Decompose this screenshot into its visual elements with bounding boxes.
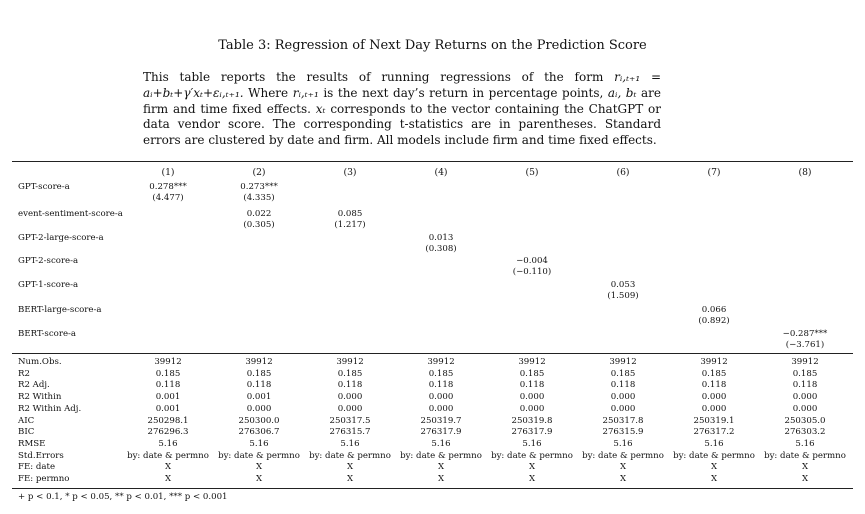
table-cell: 250319.7 <box>420 415 462 426</box>
table-cell: (2) <box>252 167 266 178</box>
desc-text: This table reports the results of running regressions of the form <box>143 70 615 84</box>
table-cell: X <box>710 462 718 473</box>
row-label: AIC <box>18 415 35 426</box>
table-cell: (5) <box>525 167 539 178</box>
row-label: BERT-score-a <box>18 329 77 339</box>
table-cell: 0.000 <box>428 392 454 403</box>
row-label: Std.Errors <box>18 450 64 461</box>
table-cell: 0.000 <box>792 403 818 414</box>
table-cell: 0.066 <box>701 305 727 315</box>
table-cell: 0.000 <box>519 403 545 414</box>
table-cell: (4) <box>434 167 448 178</box>
row-label: GPT-2-score-a <box>18 256 79 266</box>
table-cell: 0.118 <box>246 380 272 391</box>
desc-text: are firm and time fixed effects. <box>143 85 661 116</box>
table-cell: X <box>801 462 809 473</box>
table-cell: 0.001 <box>155 403 181 414</box>
table-cell: X <box>619 474 627 484</box>
table-cell: 5.16 <box>340 438 360 449</box>
tstat-row <box>0 316 865 327</box>
tstat-row <box>0 220 865 231</box>
table-cell: 0.118 <box>155 380 181 391</box>
table-cell: 0.013 <box>428 233 454 243</box>
table-cell: 250305.0 <box>784 415 826 426</box>
stat-row <box>0 404 865 415</box>
table-cell: 0.000 <box>701 392 727 403</box>
table-cell: 0.000 <box>246 403 272 414</box>
table-cell: 250298.1 <box>147 415 189 426</box>
table-cell: 39912 <box>154 357 182 367</box>
table-cell: 276303.2 <box>784 427 826 438</box>
row-label: BERT-large-score-a <box>18 305 102 315</box>
row-label: R2 <box>18 368 30 379</box>
table-top-rule <box>12 161 853 162</box>
table-cell: 0.000 <box>610 392 636 403</box>
row-label: GPT-score-a <box>18 182 70 192</box>
table-cell: by: date & permno <box>673 450 755 461</box>
table-cell: X <box>619 462 627 473</box>
table-cell: 0.185 <box>155 368 181 379</box>
table-cell: (8) <box>798 167 812 178</box>
stat-row <box>0 392 865 403</box>
table-cell: 0.000 <box>337 403 363 414</box>
table-cell: (−3.761) <box>785 340 825 350</box>
table-cell: 0.185 <box>792 368 818 379</box>
coef-row <box>0 233 865 244</box>
row-label: Num.Obs. <box>18 357 62 367</box>
tstat-row <box>0 340 865 351</box>
table-cell: 0.185 <box>246 368 272 379</box>
table-cell: 39912 <box>427 357 455 367</box>
stat-row <box>0 369 865 380</box>
coef-row <box>0 182 865 193</box>
column-header-row <box>0 167 865 178</box>
stat-row <box>0 357 865 368</box>
table-cell: by: date & permno <box>491 450 573 461</box>
math-fixed-effects: aᵢ, bₜ <box>607 85 637 100</box>
math-score-vector: xₜ <box>315 101 326 116</box>
table-cell: 250317.8 <box>602 415 644 426</box>
table-cell: by: date & permno <box>309 450 391 461</box>
table-cell: 0.118 <box>610 380 636 391</box>
table-cell: 0.118 <box>701 380 727 391</box>
table-cell: 5.16 <box>704 438 724 449</box>
table-cell: (0.308) <box>425 244 457 254</box>
table-cell: 5.16 <box>158 438 178 449</box>
table-cell: (7) <box>707 167 721 178</box>
row-label: BIC <box>18 427 35 438</box>
table-cell: 250319.1 <box>693 415 735 426</box>
table-cell: X <box>528 474 536 484</box>
table-cell: −0.287*** <box>782 329 828 339</box>
desc-text: Where <box>248 85 293 100</box>
table-cell: 0.000 <box>428 403 454 414</box>
table-cell: 39912 <box>791 357 819 367</box>
row-label: R2 Adj. <box>18 380 50 391</box>
coef-row <box>0 280 865 291</box>
tstat-row <box>0 244 865 255</box>
table-cell: X <box>710 474 718 484</box>
table-cell: X <box>255 462 263 473</box>
table-cell: 0.000 <box>519 392 545 403</box>
table-cell: X <box>346 474 354 484</box>
tstat-row <box>0 267 865 278</box>
row-label: GPT-2-large-score-a <box>18 233 104 243</box>
table-cell: 276296.3 <box>147 427 189 438</box>
table-cell: 250300.0 <box>238 415 280 426</box>
table-cell: X <box>164 462 172 473</box>
table-cell: 0.118 <box>792 380 818 391</box>
table-cell: 5.16 <box>522 438 542 449</box>
table-cell: 0.118 <box>428 380 454 391</box>
table-cell: by: date & permno <box>582 450 664 461</box>
table-cell: 5.16 <box>795 438 815 449</box>
stat-row <box>0 462 865 473</box>
table-cell: 250317.5 <box>329 415 371 426</box>
table-cell: 0.185 <box>701 368 727 379</box>
stat-row <box>0 474 865 485</box>
row-label: event-sentiment-score-a <box>18 209 123 219</box>
table-cell: (4.477) <box>152 193 184 203</box>
math-return: rᵢ,ₜ₊₁ <box>292 85 319 100</box>
table-cell: X <box>164 474 172 484</box>
table-cell: 0.118 <box>519 380 545 391</box>
stat-row <box>0 427 865 438</box>
table-cell: (1.509) <box>607 291 639 301</box>
row-label: RMSE <box>18 438 46 449</box>
table-cell: (4.335) <box>243 193 275 203</box>
table-cell: 0.085 <box>337 209 363 219</box>
table-cell: 39912 <box>609 357 637 367</box>
table-cell: 0.185 <box>610 368 636 379</box>
table-cell: 39912 <box>700 357 728 367</box>
row-label: FE: permno <box>18 474 70 484</box>
stat-row <box>0 439 865 450</box>
table-cell: X <box>528 462 536 473</box>
table-cell: 0.053 <box>610 280 636 290</box>
desc-text: is the next day’s return in percentage points, <box>318 85 608 100</box>
table-cell: 276317.2 <box>693 427 735 438</box>
coef-row <box>0 329 865 340</box>
table-cell: 276317.9 <box>511 427 553 438</box>
table-cell: (0.305) <box>243 220 275 230</box>
table-cell: 0.185 <box>337 368 363 379</box>
table-cell: (0.892) <box>698 316 730 326</box>
table-cell: 39912 <box>518 357 546 367</box>
table-cell: 0.273*** <box>240 182 278 192</box>
table-cell: 250319.8 <box>511 415 553 426</box>
table-cell: 0.000 <box>610 403 636 414</box>
table-bottom-rule <box>12 488 853 489</box>
regression-formula: rᵢ,ₜ₊₁ = aᵢ+bₜ+γ′xₜ+εᵢ,ₜ₊₁. <box>143 70 662 100</box>
table-cell: X <box>255 474 263 484</box>
stat-row <box>0 416 865 427</box>
table-cell: (1.217) <box>334 220 366 230</box>
coef-row <box>0 305 865 316</box>
table-cell: by: date & permno <box>127 450 209 461</box>
table-cell: (−0.110) <box>512 267 552 277</box>
table-cell: 0.278*** <box>149 182 187 192</box>
table-cell: 0.118 <box>337 380 363 391</box>
coef-row <box>0 209 865 220</box>
coef-row <box>0 256 865 267</box>
table-cell: 5.16 <box>249 438 269 449</box>
significance-footnote: + p < 0.1, * p < 0.05, ** p < 0.01, *** p < 0.001 <box>18 492 228 502</box>
tstat-row <box>0 193 865 204</box>
table-cell: 276317.9 <box>420 427 462 438</box>
table-cell: 0.001 <box>246 392 272 403</box>
table-cell: 0.000 <box>337 392 363 403</box>
table-cell: 276315.7 <box>329 427 371 438</box>
table-cell: X <box>801 474 809 484</box>
row-label: GPT-1-score-a <box>18 280 79 290</box>
desc-text: corresponds to the vector containing the ChatGPT or data vendor score. The corresponding t-statistics are in parentheses. Standard errors are clustered by date and firm. All models include firm and time fixed effects. <box>143 101 661 148</box>
row-label: R2 Within Adj. <box>18 403 82 414</box>
table-cell: 0.022 <box>246 209 272 219</box>
table-cell: 276306.7 <box>238 427 280 438</box>
stat-row <box>0 380 865 391</box>
table-cell: (6) <box>616 167 630 178</box>
table-caption: Table 3: Regression of Next Day Returns on the Prediction Score <box>218 38 647 53</box>
table-cell: −0.004 <box>516 256 548 266</box>
stat-row <box>0 451 865 462</box>
table-cell: X <box>346 462 354 473</box>
table-cell: X <box>437 474 445 484</box>
table-cell: X <box>437 462 445 473</box>
table-cell: 276315.9 <box>602 427 644 438</box>
table-cell: by: date & permno <box>400 450 482 461</box>
table-cell: 0.001 <box>155 392 181 403</box>
table-cell: by: date & permno <box>764 450 846 461</box>
table-mid-rule <box>12 353 853 354</box>
row-label: R2 Within <box>18 392 62 403</box>
table-cell: (3) <box>343 167 357 178</box>
table-cell: (1) <box>161 167 175 178</box>
table-cell: 0.000 <box>792 392 818 403</box>
table-cell: 0.185 <box>428 368 454 379</box>
table-cell: 39912 <box>336 357 364 367</box>
table-description <box>143 70 661 149</box>
table-cell: 0.185 <box>519 368 545 379</box>
table-cell: 39912 <box>245 357 273 367</box>
table-cell: by: date & permno <box>218 450 300 461</box>
table-cell: 5.16 <box>613 438 633 449</box>
tstat-row <box>0 291 865 302</box>
table-cell: 5.16 <box>431 438 451 449</box>
row-label: FE: date <box>18 462 56 473</box>
table-cell: 0.000 <box>701 403 727 414</box>
